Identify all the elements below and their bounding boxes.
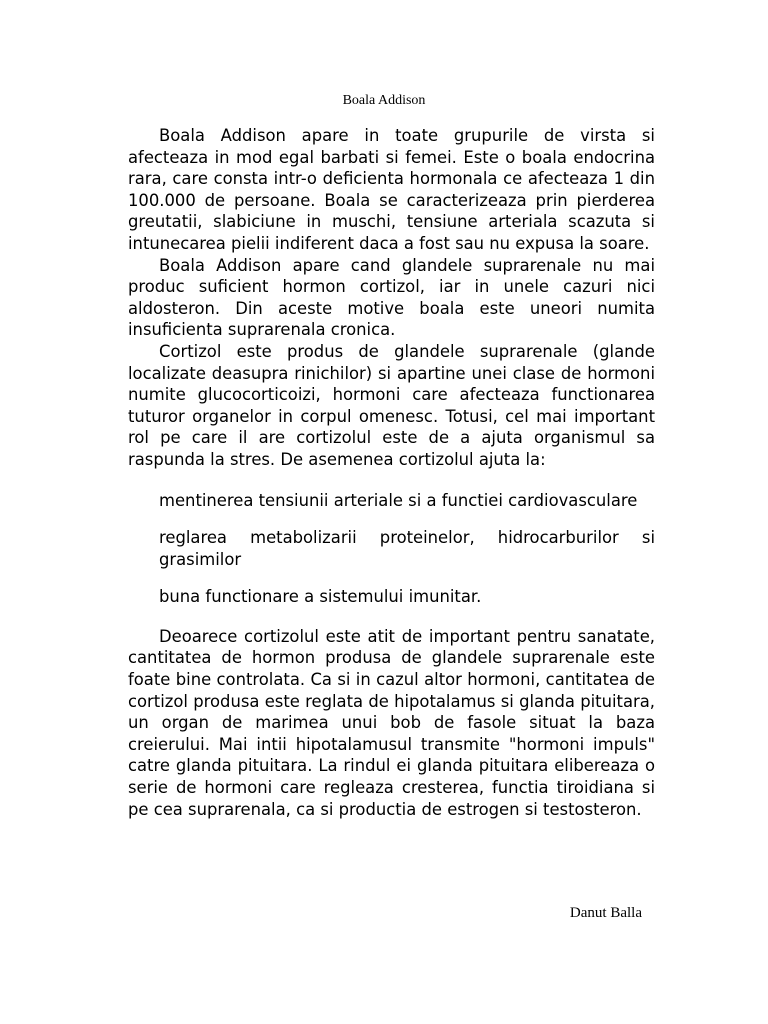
paragraph-4: Deoarece cortizolul este atit de important pentru sanatate, cantitatea de hormon produsa de glandele suprarenale este foate bine controlata. Ca si in cazul altor hormoni, cantitatea de cortizol produsa este reglata de hipotalamus si glanda pituitara, un organ de marimea unui bob de fasole situat la baza creierului. Mai intii hipotalamusul transmite "hormoni impuls" catre glanda pituitara. La rindul ei glanda pituitara elibereaza o serie de hormoni care regleaza cresterea, functia tiroidiana si pe cea suprarenala, ca si productia de estrogen si testosteron. — [128, 626, 655, 819]
paragraph-2: Boala Addison apare cand glandele suprarenale nu mai produc suficient hormon cortizol, iar in unele cazuri nici aldosteron. Din aceste motive boala este uneori numita insuficienta suprarenala cronica. — [128, 255, 655, 340]
paragraph-1: Boala Addison apare in toate grupurile de virsta si afecteaza in mod egal barbati si femei. Este o boala endocrina rara, care consta intr-o deficienta hormonala ce afecteaza 1 din 100.000 de persoane. Boala se caracterizeaza prin pierderea greutatii, slabiciune in muschi, tensiune arteriala scazuta si intunecarea pielii indiferent daca a fost sau nu expusa la soare. — [128, 126, 655, 253]
cortisol-functions-list — [128, 490, 655, 608]
document-body — [128, 125, 655, 820]
paragraph-3: Cortizol este produs de glandele suprarenale (glande localizate deasupra rinichilor) si apartine unei clase de hormoni numite glucocorticoizi, hormoni care afecteaza functionarea tuturor organelor in corpul omenesc. Totusi, cel mai important rol pe care il are cortizolul este de a ajuta organismul sa raspunda la stres. De asemenea cortizolul ajuta la: — [128, 341, 655, 469]
list-item: reglarea metabolizarii proteinelor, hidrocarburilor si grasimilor — [159, 528, 655, 569]
author-signature: Danut Balla — [569, 905, 642, 921]
list-item: mentinerea tensiunii arteriale si a functiei cardiovasculare — [159, 490, 638, 510]
document-title: Boala Addison — [342, 93, 426, 108]
list-item: buna functionare a sistemului imunitar. — [159, 587, 482, 607]
